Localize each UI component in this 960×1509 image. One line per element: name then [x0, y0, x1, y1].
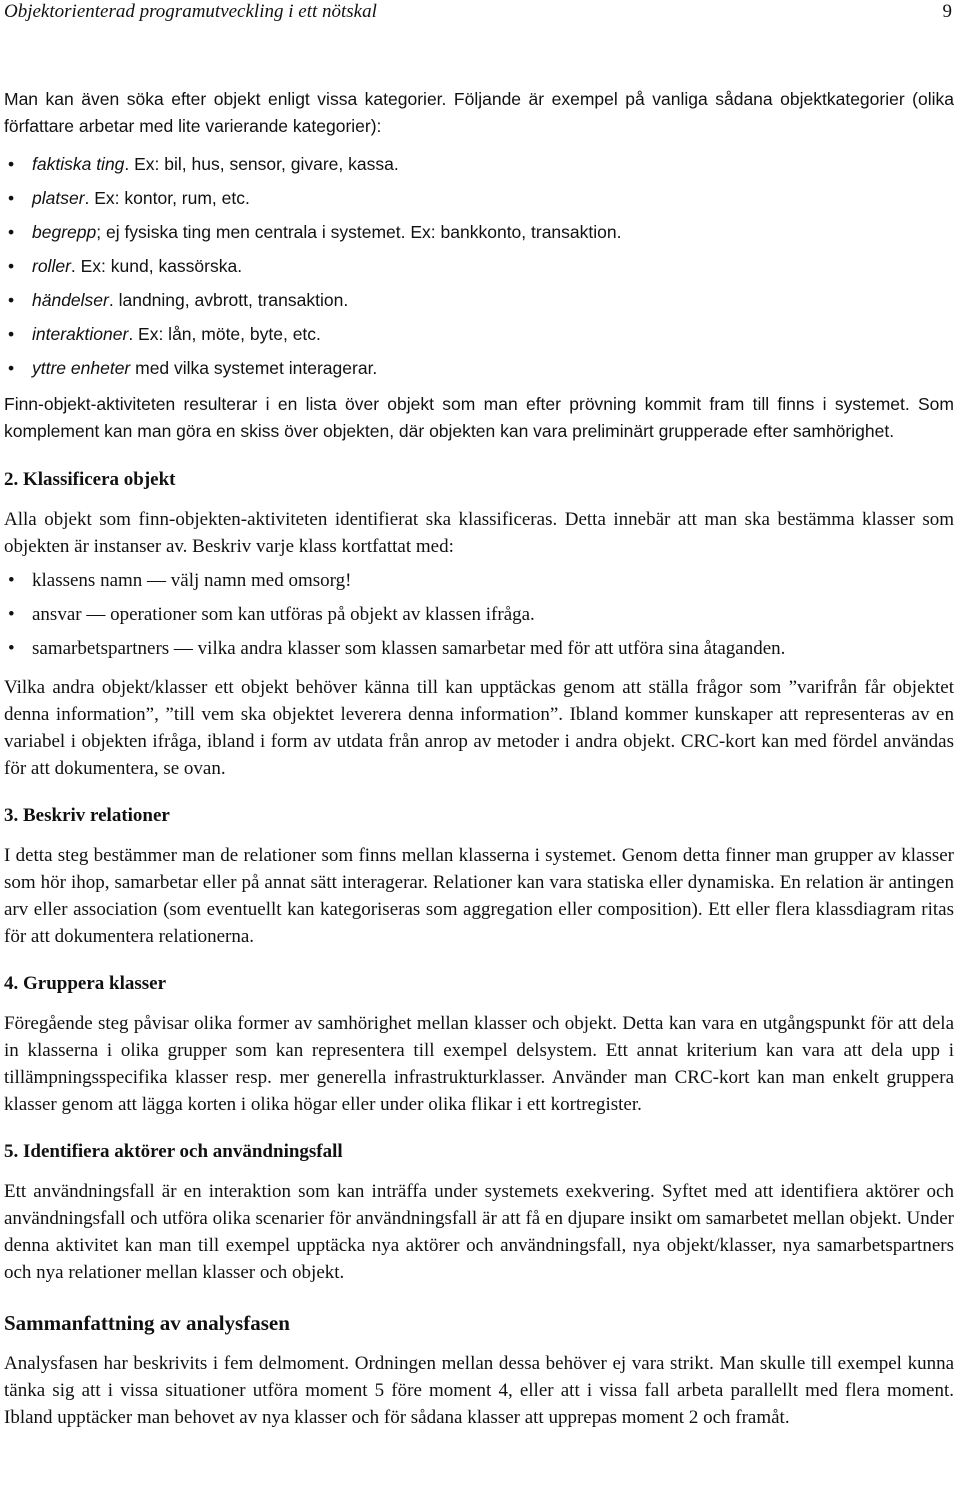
list-item-text: klassens namn — välj namn med omsorg!	[32, 570, 352, 591]
category-list	[4, 147, 954, 385]
section-heading-klassificera: 2. Klassificera objekt	[4, 469, 176, 490]
summary-heading: Sammanfattning av analysfasen	[4, 1311, 290, 1335]
bullet-icon: •	[8, 256, 15, 276]
category-term: begrepp	[32, 222, 97, 242]
list-item-text: samarbetspartners — vilka andra klasser som klassen samarbetar med för att utföra sina åtaganden.	[32, 638, 786, 659]
category-description: . Ex: lån, möte, byte, etc.	[128, 324, 321, 344]
section-heading-aktorer: 5. Identifiera aktörer och användningsfall	[4, 1141, 343, 1162]
category-description: . Ex: bil, hus, sensor, givare, kassa.	[124, 154, 399, 174]
list-item	[4, 249, 954, 283]
bullet-icon: •	[8, 222, 15, 242]
category-description: . landning, avbrott, transaktion.	[108, 290, 349, 310]
bullet-icon: •	[8, 570, 15, 591]
intro-paragraph: Man kan även söka efter objekt enligt vissa kategorier. Följande är exempel på vanliga sådana objektkategorier (olika författare arbetar med lite varierande kategorier):	[4, 89, 954, 136]
bullet-icon: •	[8, 358, 15, 378]
list-item-text: ansvar — operationer som kan utföras på objekt av klassen ifråga.	[32, 604, 535, 625]
category-description: . Ex: kontor, rum, etc.	[84, 188, 250, 208]
category-term: platser	[32, 188, 85, 208]
list-item	[4, 283, 954, 317]
list-item	[4, 317, 954, 351]
section-paragraph: Föregående steg påvisar olika former av samhörighet mellan klasser och objekt. Detta kan vara en utgångspunkt för att dela in klasserna i olika grupper som kan representera till exempel delsystem. Ett annat kriterium kan vara att dela upp i tillämpningsspecifika klasser resp. mer generella infrastrukturklasser. Använder man CRC-kort kan man enkelt gruppera klasser genom att lägga korten i olika högar eller under olika flikar i ett kortregister.	[4, 1013, 954, 1115]
page-number: 9	[942, 1, 952, 22]
finn-objekt-paragraph: Finn-objekt-aktiviteten resulterar i en lista över objekt som man efter prövning kommit fram till finns i systemet. Som komplement kan man göra en skiss över objekten, där objekten kan vara preliminärt grupperade efter samhörighet.	[4, 394, 954, 441]
category-term: roller	[32, 256, 71, 276]
bullet-icon: •	[8, 324, 15, 344]
bullet-icon: •	[8, 290, 15, 310]
section-paragraph: Ett användningsfall är en interaktion som kan inträffa under systemets exekvering. Syftet med att identifiera aktörer och användningsfall och utföra olika scenarier för användningsfall är att få en djupare insikt om samarbetet mellan objekt. Under denna aktivitet kan man till exempel upptäcka nya aktörer och användningsfall, nya objekt/klasser, nya samarbetspartners och nya relationer mellan klasser och objekt.	[4, 1181, 954, 1283]
bullet-icon: •	[8, 154, 15, 174]
section-paragraph: Alla objekt som finn-objekten-aktiviteten identifierat ska klassificeras. Detta innebär att man ska bestämma klasser som objekten är instanser av. Beskriv varje klass kortfattat med:	[4, 509, 954, 557]
category-description: med vilka systemet interagerar.	[130, 358, 378, 378]
bullet-icon: •	[8, 604, 15, 625]
category-term: yttre enheter	[32, 358, 131, 378]
section-heading-relationer: 3. Beskriv relationer	[4, 805, 170, 826]
category-description: . Ex: kund, kassörska.	[70, 256, 243, 276]
list-item	[4, 147, 954, 181]
category-description: ; ej fysiska ting men centrala i systemet. Ex: bankkonto, transaktion.	[96, 222, 622, 242]
list-item	[4, 632, 954, 666]
bullet-icon: •	[8, 638, 15, 659]
list-item	[4, 564, 954, 598]
running-header	[4, 0, 954, 24]
list-item	[4, 351, 954, 385]
list-item	[4, 598, 954, 632]
category-term: händelser	[32, 290, 109, 310]
list-item	[4, 215, 954, 249]
summary-paragraph: Analysfasen har beskrivits i fem delmoment. Ordningen mellan dessa behöver ej vara strikt. Man skulle till exempel kunna tänka sig att i vissa situationer utföra moment 5 före moment 4, eller att i vissa fall arbeta parallellt med flera moment. Ibland upptäcker man behovet av nya klasser och för sådana klasser att upprepas moment 2 och framåt.	[4, 1353, 954, 1428]
category-term: faktiska ting	[32, 154, 125, 174]
list-item	[4, 181, 954, 215]
class-description-list	[4, 564, 954, 666]
document-title: Objektorienterad programutveckling i ett nötskal	[4, 1, 377, 22]
bullet-icon: •	[8, 188, 15, 208]
section-paragraph: I detta steg bestämmer man de relationer som finns mellan klasserna i systemet. Genom detta finner man grupper av klasser som hör ihop, samarbetar eller på annat sätt interagerar. Relationer kan vara statiska eller dynamiska. En relation är antingen arv eller association (som eventuellt kan kategoriseras som aggregation eller composition). Ett eller flera klassdiagram ritas för att dokumentera relationerna.	[4, 845, 954, 947]
category-term: interaktioner	[32, 324, 129, 344]
section-paragraph: Vilka andra objekt/klasser ett objekt behöver känna till kan upptäckas genom att ställa frågor som ”varifrån får objektet denna information”, ”till vem ska objektet leverera denna information”. Ibland kommer kunskaper att representeras av en variabel i objekten ifråga, ibland i form av utdata från anrop av metoder i andra objekt. CRC-kort kan med fördel användas för att dokumentera, se ovan.	[4, 677, 954, 779]
section-heading-gruppera: 4. Gruppera klasser	[4, 973, 167, 994]
